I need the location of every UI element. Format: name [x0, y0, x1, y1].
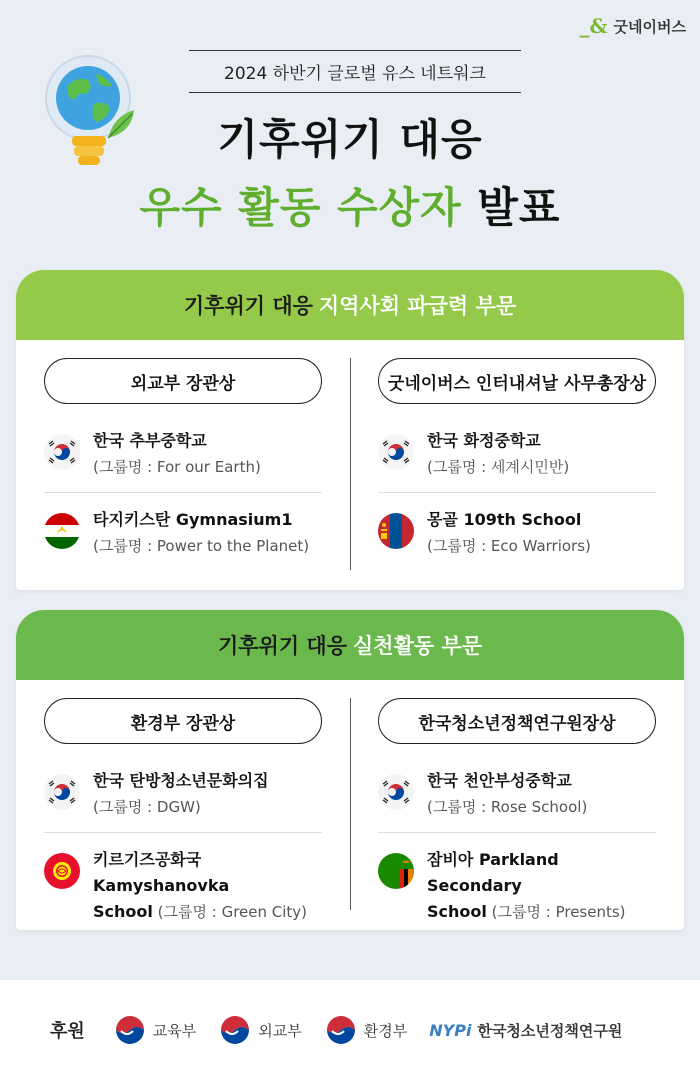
- title-tail: 발표: [477, 183, 561, 232]
- winner-entry: [378, 414, 656, 492]
- section-title-highlight: 지역사회 파급력 부문: [318, 294, 517, 318]
- award-badge: 한국청소년정책연구원장상: [378, 698, 656, 744]
- winner-name: 잠비아 Parkland Secondary: [427, 850, 559, 895]
- award-column: [350, 698, 684, 930]
- winner-name: 타지키스탄 Gymnasium1: [93, 510, 293, 529]
- column-divider: [350, 698, 351, 910]
- group-name: (그룹명 : Green City): [157, 903, 308, 921]
- korea-flag-icon: [378, 434, 414, 470]
- winner-name: 몽골 109th School: [427, 510, 582, 529]
- page-header: [0, 50, 700, 235]
- sponsor-name: 외교부: [258, 1021, 302, 1040]
- winner-name: 한국 탄방청소년문화의집: [93, 771, 269, 790]
- section-title-prefix: 기후위기 대응: [217, 634, 347, 658]
- government-emblem-icon: [218, 1013, 252, 1047]
- title-highlight: 우수 활동 수상자: [139, 183, 462, 232]
- sponsor-mofa: [218, 1013, 301, 1047]
- group-name: (그룹명 : Presents): [491, 903, 626, 921]
- winner-name: 한국 천안부성중학교: [427, 771, 572, 790]
- sponsor-moe: [113, 1013, 196, 1047]
- sponsor-name: 교육부: [152, 1021, 197, 1040]
- sponsor-name: 한국청소년정책연구원: [477, 1021, 623, 1040]
- title-line1: 기후위기 대응: [217, 115, 483, 164]
- sponsor-nypi: [429, 1020, 622, 1041]
- group-name: (그룹명 : Eco Warriors): [427, 537, 591, 555]
- group-name: (그룹명 : DGW): [93, 798, 201, 816]
- award-badge: 외교부 장관상: [44, 358, 322, 404]
- section-title-highlight: 실천활동 부문: [353, 634, 483, 658]
- winner-entry: [44, 414, 322, 492]
- group-name: (그룹명 : Power to the Planet): [93, 537, 310, 555]
- winner-name-line2: [93, 899, 322, 925]
- group-name: (그룹명 : Rose School): [427, 798, 588, 816]
- korea-flag-icon: [44, 774, 80, 810]
- winner-entry: [44, 492, 322, 570]
- government-emblem-icon: [324, 1013, 358, 1047]
- title-line2: [0, 175, 700, 235]
- winner-entry: [378, 492, 656, 570]
- winner-entry: [378, 754, 656, 832]
- group-name: (그룹명 : 세계시민반): [427, 458, 570, 476]
- section-title: [16, 610, 684, 680]
- sponsor-label: 후원: [50, 1021, 85, 1042]
- subtitle: 2024 하반기 글로벌 유스 네트워크: [189, 50, 521, 93]
- winner-entry: [44, 832, 322, 930]
- korea-flag-icon: [378, 774, 414, 810]
- section-title: [16, 270, 684, 340]
- sponsor-me: [324, 1013, 407, 1047]
- winner-name: 한국 화정중학교: [427, 431, 541, 450]
- kyrgyzstan-flag-icon: [44, 853, 80, 889]
- tajikistan-flag-icon: [44, 513, 80, 549]
- winner-name: 키르기즈공화국 Kamyshanovka: [93, 850, 230, 895]
- column-divider: [350, 358, 351, 570]
- winner-name-line2: [427, 899, 656, 925]
- korea-flag-icon: [44, 434, 80, 470]
- section-title-prefix: 기후위기 대응: [183, 294, 313, 318]
- winner-name-cont: School: [93, 902, 153, 921]
- group-name: (그룹명 : For our Earth): [93, 458, 261, 476]
- winner-name: 한국 추부중학교: [93, 431, 207, 450]
- government-emblem-icon: [113, 1013, 147, 1047]
- winner-name-cont: School: [427, 902, 487, 921]
- award-column: [16, 358, 350, 570]
- award-badge: 굿네이버스 인터내셔날 사무총장상: [378, 358, 656, 404]
- logo-text: 굿네이버스: [613, 17, 686, 36]
- zambia-flag-icon: [378, 853, 414, 889]
- award-column: [16, 698, 350, 930]
- section-practice-activity: [16, 610, 684, 930]
- award-badge: 환경부 장관상: [44, 698, 322, 744]
- award-column: [350, 358, 684, 570]
- mongolia-flag-icon: [378, 513, 414, 549]
- nypi-logo: NYPi: [429, 1020, 472, 1040]
- section-community-impact: [16, 270, 684, 590]
- winner-entry: [44, 754, 322, 832]
- sponsor-footer: [0, 980, 700, 1080]
- winner-entry: [378, 832, 656, 930]
- goodneighbors-logo: [579, 14, 686, 38]
- logo-mark: _&: [579, 14, 608, 38]
- sponsor-name: 환경부: [363, 1021, 408, 1040]
